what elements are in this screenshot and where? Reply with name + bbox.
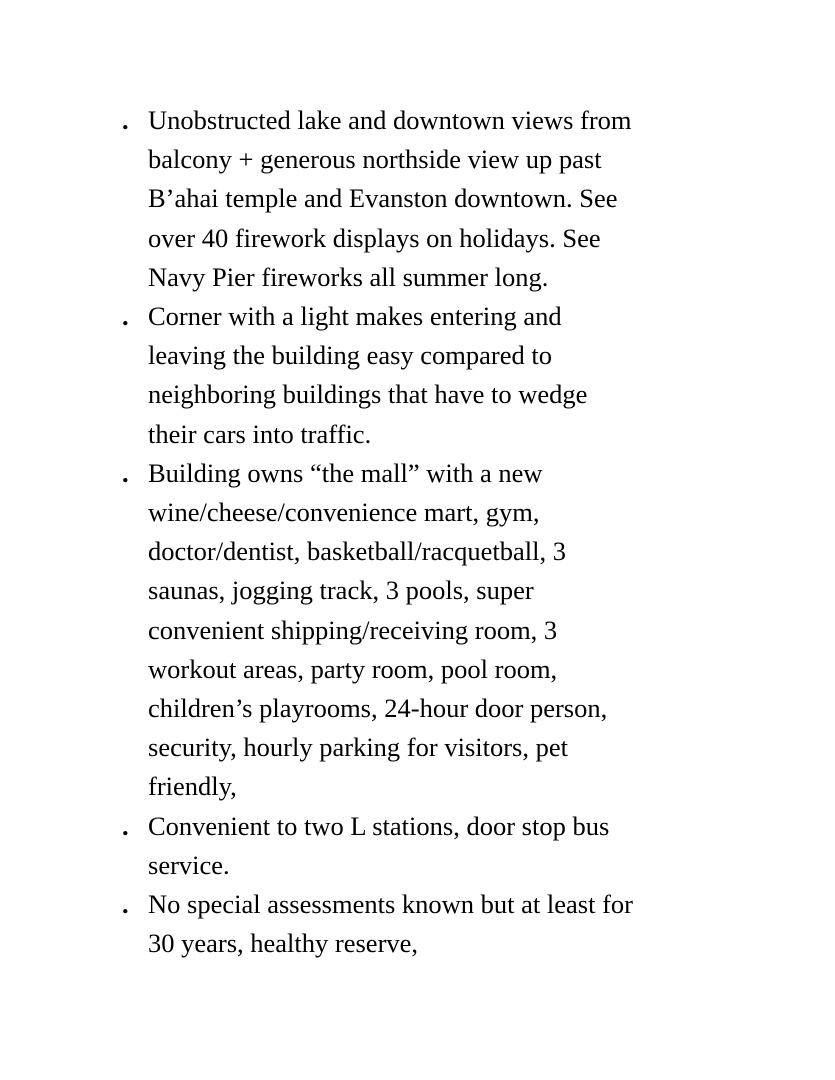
bullet-icon: . <box>122 301 129 332</box>
text-line: Convenient to two L stations, door stop bus <box>148 810 610 841</box>
text-line: Corner with a light makes entering and <box>148 301 562 332</box>
text-line: their cars into traffic. <box>148 418 372 449</box>
list-item <box>112 807 812 885</box>
text-line: convenient shipping/receiving room, 3 <box>148 614 558 645</box>
text-line: Navy Pier fireworks all summer long. <box>148 261 549 292</box>
bullet-icon: . <box>122 457 129 488</box>
list-item <box>112 885 812 963</box>
amenities-bullet-list <box>112 101 812 963</box>
list-item <box>112 297 812 454</box>
bullet-icon: . <box>122 810 129 841</box>
list-item-text <box>148 101 812 297</box>
text-line: leaving the building easy compared to <box>148 340 553 371</box>
list-item-text <box>148 454 812 807</box>
text-line: doctor/dentist, basketball/racquetball, 3 <box>148 536 566 567</box>
text-line: workout areas, party room, pool room, <box>148 653 558 684</box>
text-line: security, hourly parking for visitors, pet <box>148 732 568 763</box>
bullet-icon: . <box>122 889 129 920</box>
list-item-text <box>148 885 812 963</box>
text-line: friendly, <box>148 771 237 802</box>
text-line: saunas, jogging track, 3 pools, super <box>148 575 534 606</box>
text-line: Building owns “the mall” with a new <box>148 457 543 488</box>
text-line: 30 years, healthy reserve, <box>148 928 419 959</box>
list-item-text <box>148 297 812 454</box>
text-line: over 40 firework displays on holidays. See <box>148 222 601 253</box>
text-line: children’s playrooms, 24-hour door person, <box>148 693 608 724</box>
bullet-icon: . <box>122 105 129 135</box>
text-line: No special assessments known but at least for <box>148 889 633 920</box>
text-line: wine/cheese/convenience mart, gym, <box>148 497 540 528</box>
text-line: Unobstructed lake and downtown views from <box>148 105 632 135</box>
text-line: balcony + generous northside view up past <box>148 144 602 175</box>
list-item-text <box>148 807 812 885</box>
list-item <box>112 101 812 297</box>
text-line: service. <box>148 849 230 880</box>
text-line: B’ahai temple and Evanston downtown. See <box>148 183 618 214</box>
text-line: neighboring buildings that have to wedge <box>148 379 588 410</box>
list-item <box>112 454 812 807</box>
